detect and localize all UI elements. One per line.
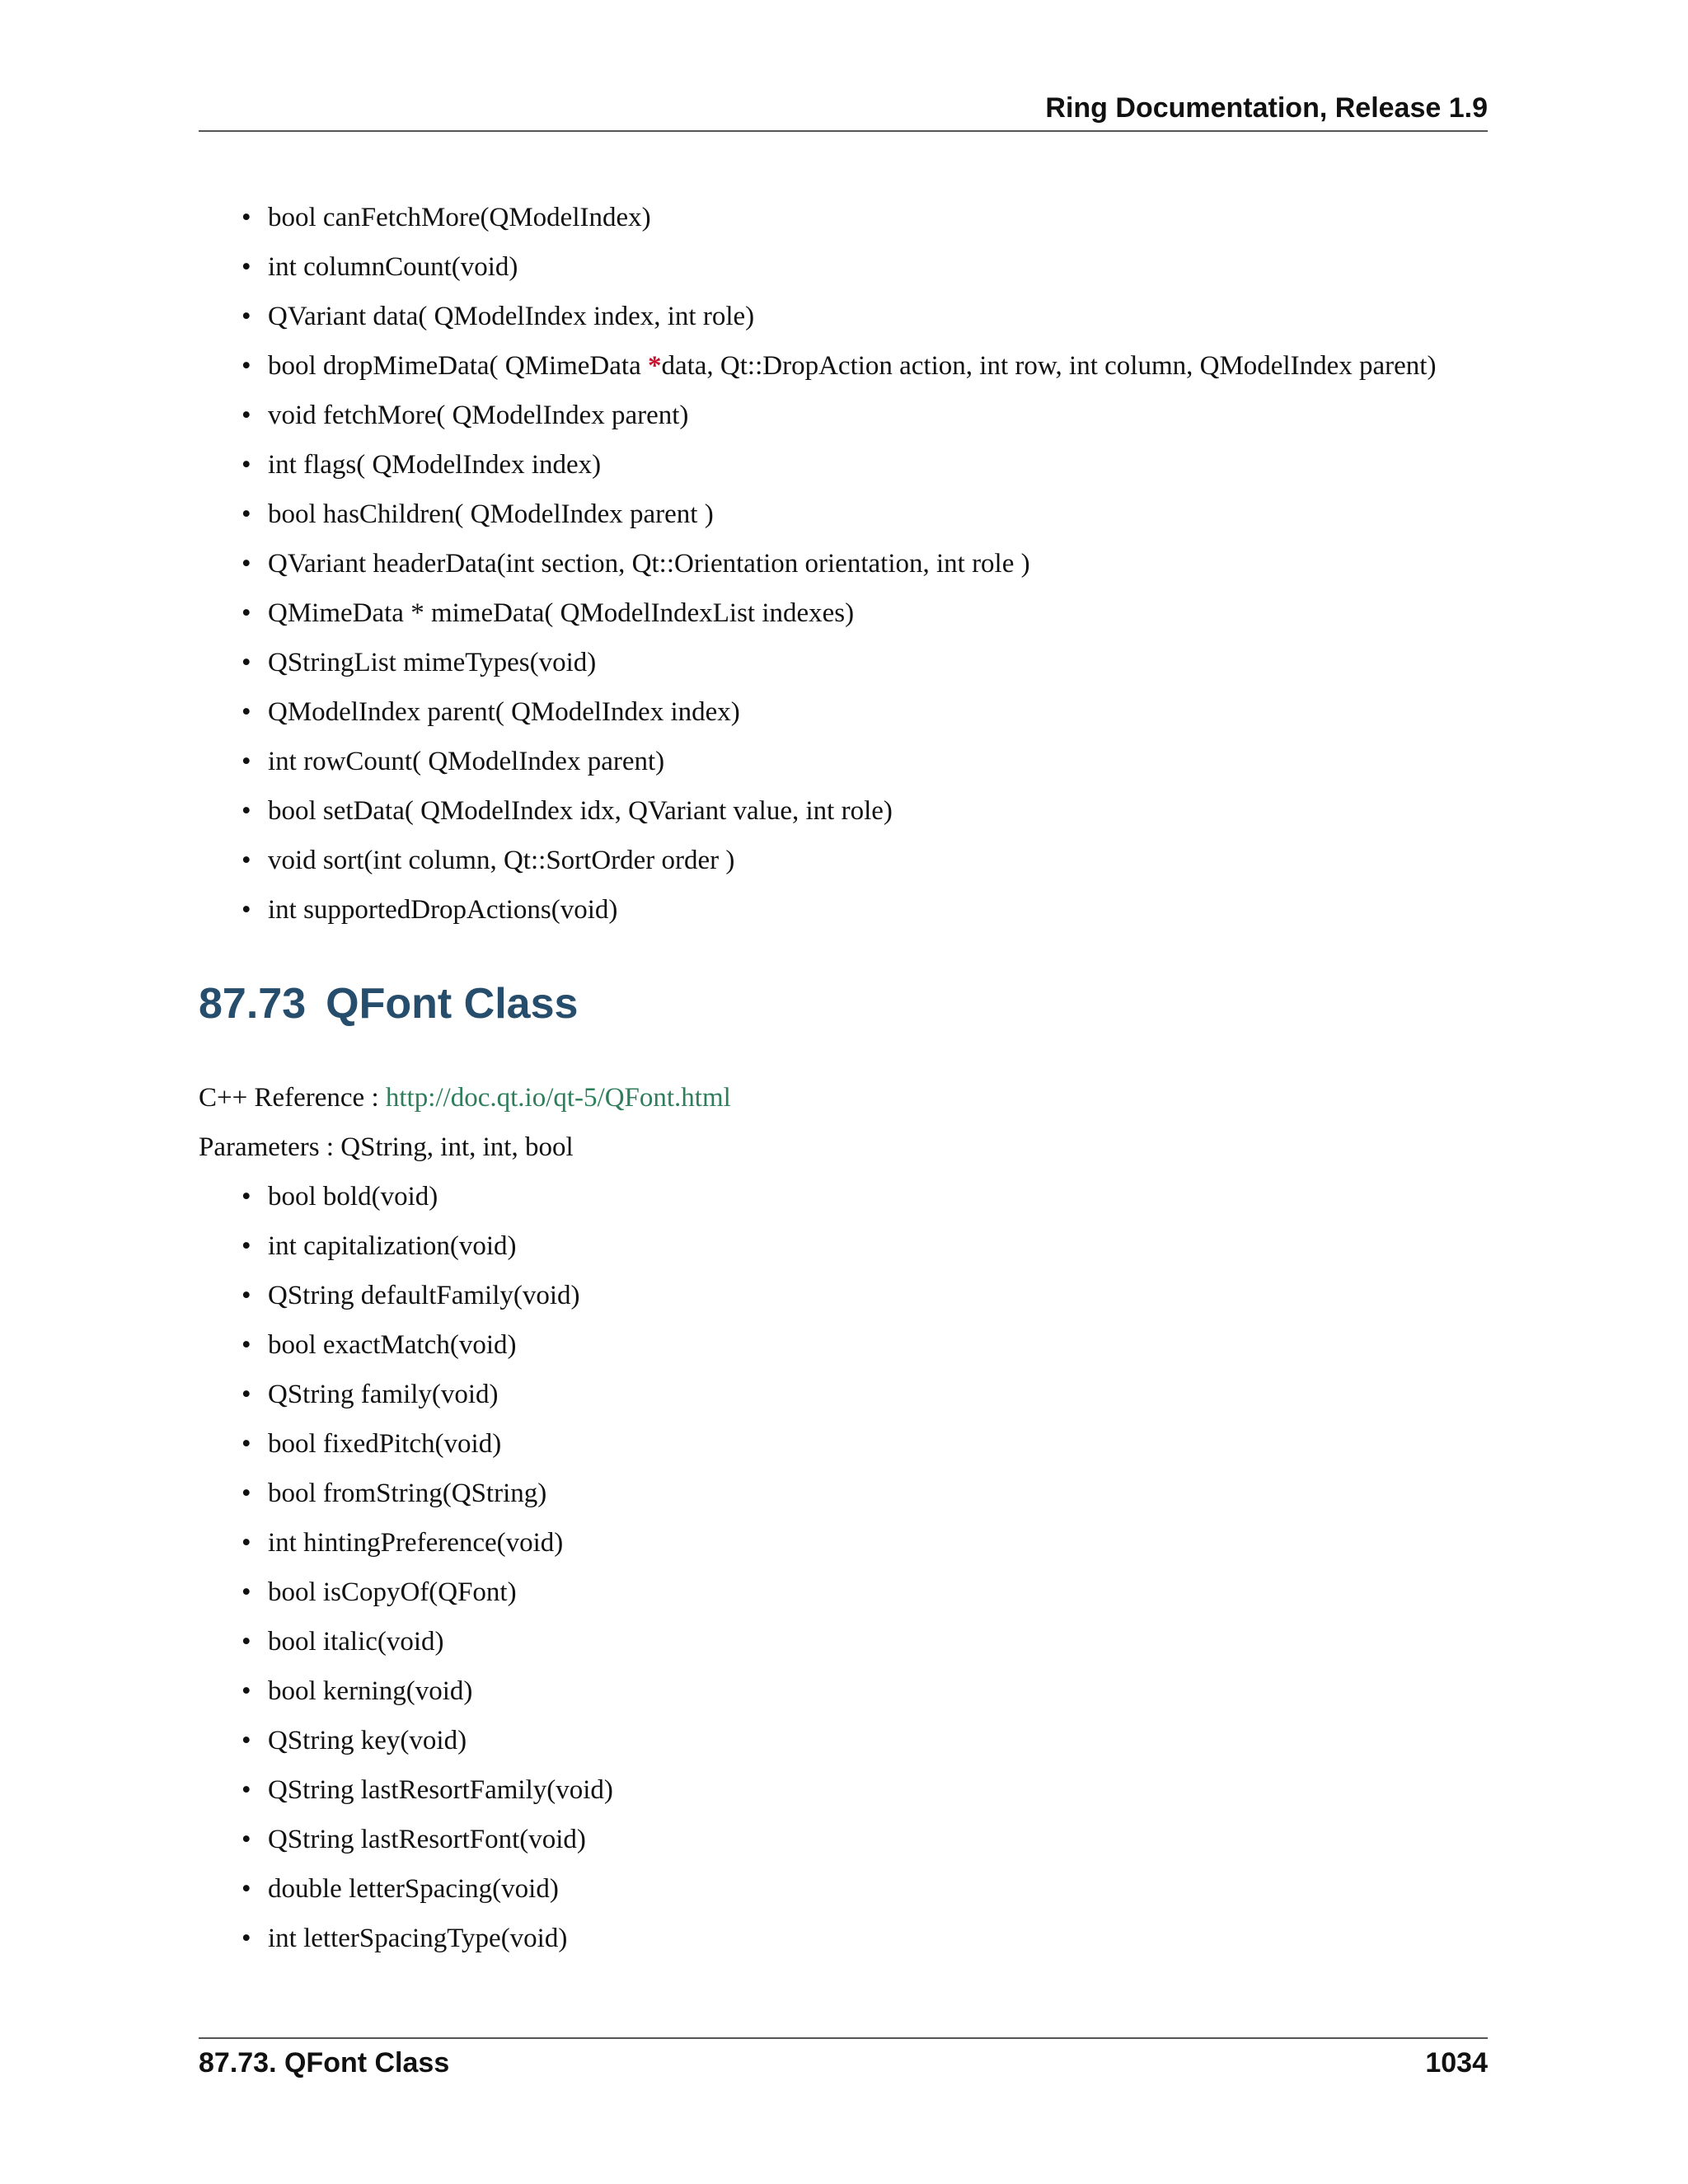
- list-item: • bool fixedPitch(void): [199, 1419, 1488, 1469]
- list-item: • double letterSpacing(void): [199, 1864, 1488, 1914]
- list-item: • QModelIndex parent( QModelIndex index): [199, 687, 1488, 737]
- bullet-icon: •: [241, 1281, 251, 1310]
- section-title: QFont Class: [326, 980, 579, 1028]
- list-item: • bool canFetchMore(QModelIndex): [199, 193, 1488, 242]
- bullet-icon: •: [241, 697, 251, 727]
- bullet-icon: •: [241, 1479, 251, 1508]
- bullet-icon: •: [241, 1429, 251, 1459]
- bullet-icon: •: [241, 1874, 251, 1904]
- list-item: • void sort(int column, Qt::SortOrder order ): [199, 836, 1488, 885]
- bullet-icon: •: [241, 1924, 251, 1953]
- section-number: 87.73: [199, 980, 307, 1028]
- list-item: • bool fromString(QString): [199, 1469, 1488, 1518]
- list-item: • bool italic(void): [199, 1617, 1488, 1666]
- list-item: • QString key(void): [199, 1716, 1488, 1765]
- bullet-icon: •: [241, 252, 251, 282]
- model-method-list: [199, 193, 1488, 935]
- bullet-icon: •: [241, 598, 251, 628]
- bullet-icon: •: [241, 1676, 251, 1706]
- list-item: • bool bold(void): [199, 1172, 1488, 1221]
- bullet-icon: •: [241, 499, 251, 529]
- list-item: • int columnCount(void): [199, 242, 1488, 292]
- list-item: • bool kerning(void): [199, 1666, 1488, 1716]
- bullet-icon: •: [241, 1330, 251, 1360]
- list-item: • QStringList mimeTypes(void): [199, 638, 1488, 687]
- bullet-icon: •: [241, 648, 251, 677]
- reference-label: C++ Reference :: [199, 1083, 386, 1113]
- font-method-list: [199, 1172, 1488, 1963]
- reference-link[interactable]: http://doc.qt.io/qt-5/QFont.html: [385, 1083, 731, 1113]
- bullet-icon: •: [241, 747, 251, 776]
- bullet-icon: •: [241, 1231, 251, 1261]
- header-divider: [199, 130, 1488, 132]
- list-item: • int supportedDropActions(void): [199, 885, 1488, 935]
- list-item: • bool dropMimeData( QMimeData *data, Qt::DropAction action, int row, int column, QModelIndex parent): [199, 341, 1488, 391]
- bullet-icon: •: [241, 1528, 251, 1558]
- bullet-icon: •: [241, 1726, 251, 1755]
- pointer-star: *: [647, 351, 662, 381]
- list-item: • bool isCopyOf(QFont): [199, 1568, 1488, 1617]
- parameters-line: Parameters : QString, int, int, bool: [199, 1132, 574, 1162]
- bullet-icon: •: [241, 846, 251, 875]
- footer-section-title: 87.73. QFont Class: [199, 2047, 450, 2079]
- document-page: [199, 0, 1488, 2184]
- bullet-icon: •: [241, 351, 251, 381]
- section-heading: [199, 979, 578, 1029]
- list-item: • void fetchMore( QModelIndex parent): [199, 391, 1488, 440]
- list-item: • bool hasChildren( QModelIndex parent ): [199, 490, 1488, 539]
- footer-divider: [199, 2037, 1488, 2039]
- list-item: • int rowCount( QModelIndex parent): [199, 737, 1488, 786]
- bullet-icon: •: [241, 1627, 251, 1657]
- list-item: • QString lastResortFont(void): [199, 1815, 1488, 1864]
- bullet-icon: •: [241, 549, 251, 579]
- bullet-icon: •: [241, 1380, 251, 1409]
- list-item: • QString lastResortFamily(void): [199, 1765, 1488, 1815]
- list-item: • int flags( QModelIndex index): [199, 440, 1488, 490]
- page-number: 1034: [1425, 2047, 1488, 2079]
- bullet-icon: •: [241, 1775, 251, 1805]
- list-item: • QString defaultFamily(void): [199, 1271, 1488, 1320]
- bullet-icon: •: [241, 203, 251, 232]
- bullet-icon: •: [241, 401, 251, 430]
- list-item: • int letterSpacingType(void): [199, 1914, 1488, 1963]
- list-item: • int capitalization(void): [199, 1221, 1488, 1271]
- list-item: • QMimeData * mimeData( QModelIndexList indexes): [199, 588, 1488, 638]
- bullet-icon: •: [241, 1825, 251, 1854]
- bullet-icon: •: [241, 302, 251, 331]
- bullet-icon: •: [241, 796, 251, 826]
- bullet-icon: •: [241, 1182, 251, 1212]
- list-item: • QString family(void): [199, 1370, 1488, 1419]
- list-item: • QVariant headerData(int section, Qt::Orientation orientation, int role ): [199, 539, 1488, 588]
- list-item: • bool setData( QModelIndex idx, QVariant value, int role): [199, 786, 1488, 836]
- bullet-icon: •: [241, 895, 251, 925]
- list-item: • int hintingPreference(void): [199, 1518, 1488, 1568]
- running-header: Ring Documentation, Release 1.9: [1045, 92, 1488, 124]
- bullet-icon: •: [241, 450, 251, 480]
- bullet-icon: •: [241, 1577, 251, 1607]
- list-item: • bool exactMatch(void): [199, 1320, 1488, 1370]
- cpp-reference-line: [199, 1073, 731, 1122]
- list-item: • QVariant data( QModelIndex index, int role): [199, 292, 1488, 341]
